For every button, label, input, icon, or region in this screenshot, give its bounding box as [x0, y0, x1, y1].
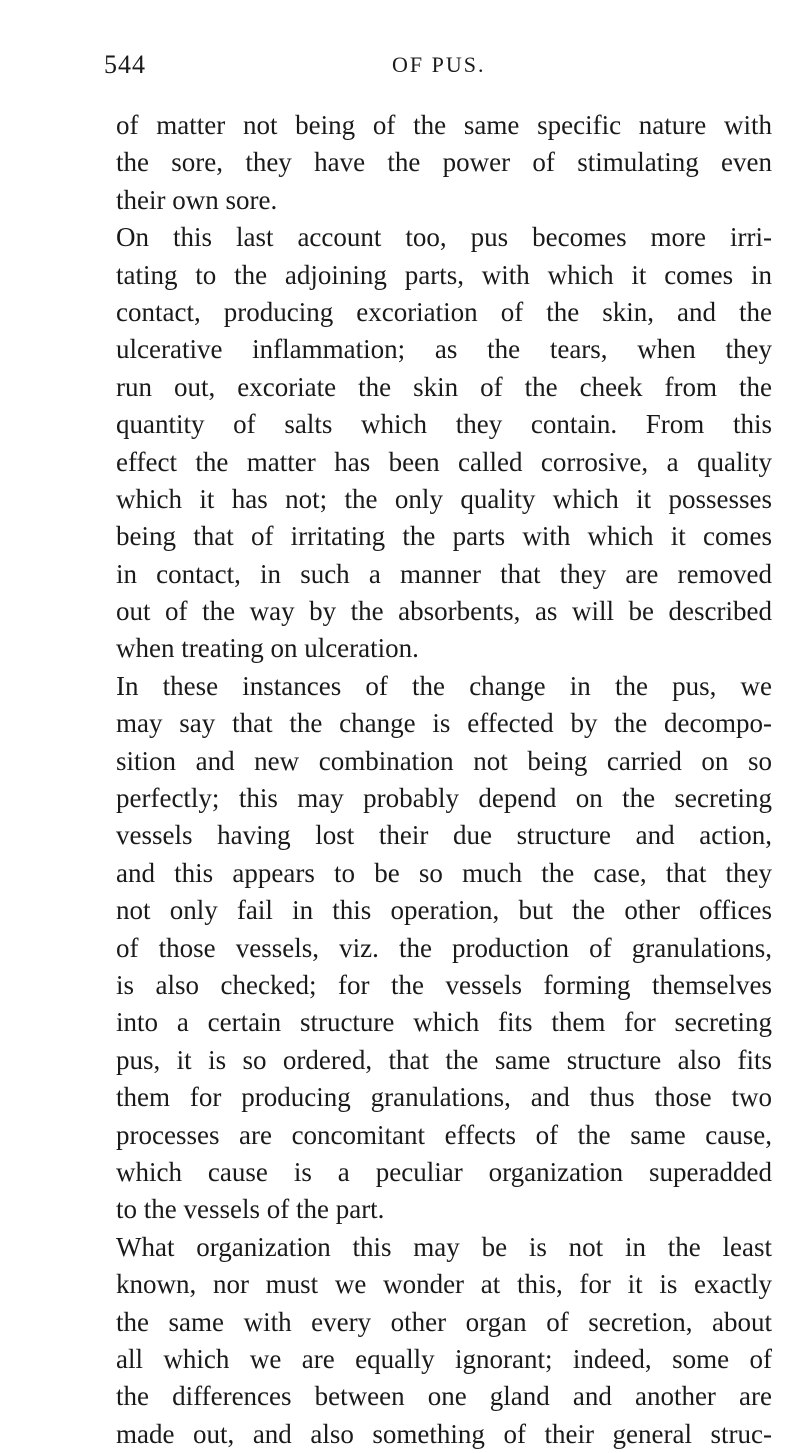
text-line: into a certain structure which fits them for secreting	[116, 1007, 772, 1038]
text-line: contact, producing excoriation of the skin, and the	[116, 296, 772, 327]
page-number: 544	[104, 50, 146, 79]
text-line: which it has not; the only quality which it possesses	[116, 483, 772, 514]
text-line: What organization this may be is not in the least	[116, 1231, 772, 1262]
text-line: their own sore.	[116, 184, 278, 215]
text-line: of those vessels, viz. the production of granulations,	[116, 932, 772, 963]
text-line: the same with every other organ of secretion, about	[116, 1306, 772, 1337]
text-line: pus, it is so ordered, that the same structure also fits	[116, 1044, 772, 1075]
text-line: made out, and also something of their general struc-	[116, 1418, 772, 1449]
body-text	[116, 107, 772, 1453]
text-line: vessels having lost their due structure and action,	[116, 820, 772, 851]
text-line: On this last account too, pus becomes more irri-	[116, 222, 772, 253]
text-line: to the vessels of the part.	[116, 1194, 385, 1225]
text-line: ulcerative inflammation; as the tears, when they	[116, 334, 772, 365]
text-line: which cause is a peculiar organization superadded	[116, 1156, 772, 1187]
text-line: known, nor must we wonder at this, for it is exactly	[116, 1269, 772, 1300]
text-line: effect the matter has been called corrosive, a quality	[116, 446, 772, 477]
text-line: when treating on ulceration.	[116, 633, 419, 664]
text-line: quantity of salts which they contain. From this	[116, 409, 772, 440]
text-line: not only fail in this operation, but the other offices	[116, 895, 772, 926]
text-line: all which we are equally ignorant; indeed, some of	[116, 1343, 772, 1374]
text-line: perfectly; this may probably depend on the secreting	[116, 783, 772, 814]
running-title: OF PUS.	[392, 52, 486, 77]
text-line: In these instances of the change in the pus, we	[116, 670, 772, 701]
text-line: of matter not being of the same specific nature with	[116, 110, 772, 140]
text-line: sition and new combination not being carried on so	[116, 745, 772, 776]
text-line: processes are concomitant effects of the same cause,	[116, 1119, 772, 1150]
text-line: is also checked; for the vessels forming themselves	[116, 969, 772, 1000]
running-head	[104, 50, 764, 90]
text-line: being that of irritating the parts with which it comes	[116, 521, 772, 552]
text-line: tating to the adjoining parts, with which it comes in	[116, 259, 772, 290]
text-line: out of the way by the absorbents, as will be described	[116, 596, 772, 627]
text-line: and this appears to be so much the case, that they	[116, 857, 772, 888]
text-line: run out, excoriate the skin of the cheek from the	[116, 371, 772, 402]
text-line: the sore, they have the power of stimulating even	[116, 147, 772, 178]
text-line: them for producing granulations, and thus those two	[116, 1082, 772, 1113]
text-line: the differences between one gland and another are	[116, 1381, 772, 1412]
text-line: in contact, in such a manner that they are removed	[116, 558, 772, 589]
text-line: may say that the change is effected by the decompo-	[116, 708, 772, 739]
